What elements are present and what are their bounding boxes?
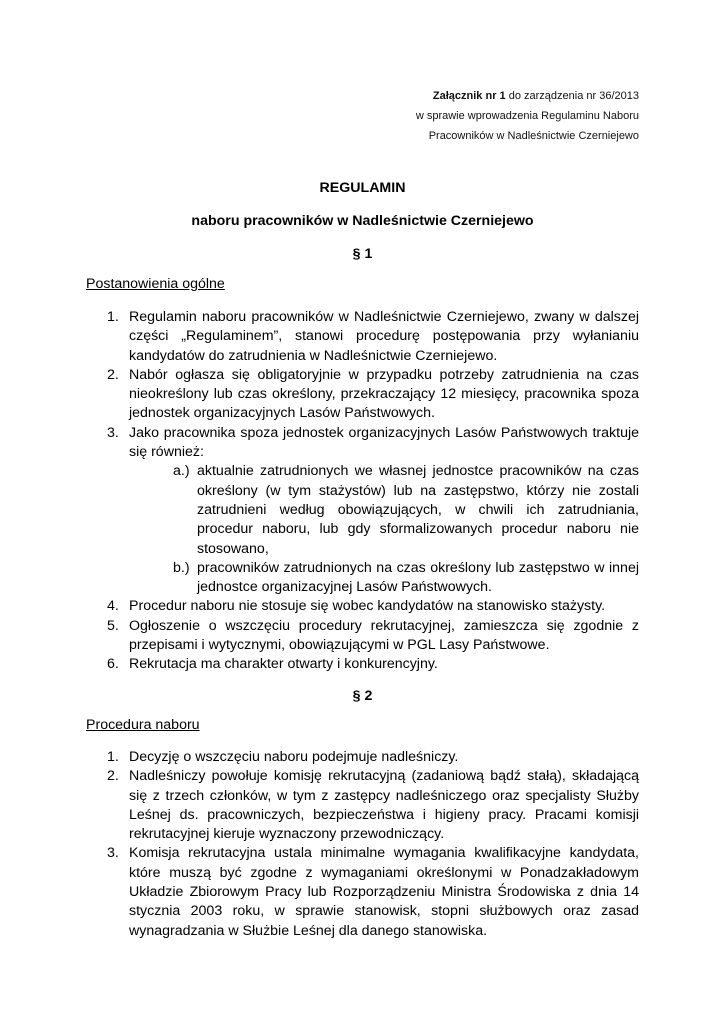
section-1-list <box>86 308 639 675</box>
item-text: Regulamin naboru pracowników w Nadleśnictwie Czerniejewo, zwany w dalszej części „Regulaminem”, stanowi procedurę postępowania przy wyłanianiu kandydatów do zatrudnienia w Nadleśnictwie Czerniejewo. <box>129 309 639 364</box>
item-text: Decyzję o wszczęciu naboru podejmuje nadleśniczy. <box>129 749 459 765</box>
list-item <box>86 424 639 598</box>
annex-order: do zarządzenia nr 36/2013 <box>505 90 639 102</box>
section-2-list <box>86 748 639 941</box>
item-number: 3. <box>107 424 119 441</box>
item-text: Nabór ogłasza się obligatoryjnie w przypadku potrzeby zatrudnienia na czas nieokreślony lub czas określony, przekraczający 12 miesięcy, pracownika spoza jednostek organizacyjnych Lasów Państwowych. <box>129 366 639 422</box>
sub-list-item <box>129 559 639 598</box>
item-number: 1. <box>107 749 119 765</box>
item-number: 2. <box>107 768 119 785</box>
sub-item-text: pracowników zatrudnionych na czas określony lub zastępstwo w innej jednostce organizacyjnej Lasów Państwowych. <box>197 559 639 596</box>
document-subtitle: naboru pracowników w Nadleśnictwie Czerniejewo <box>191 213 534 229</box>
annex-line-3: Pracowników w Nadleśnictwie Czerniejewo <box>428 130 639 142</box>
list-item <box>86 308 639 366</box>
item-number: 2. <box>107 366 119 383</box>
list-item <box>86 366 639 424</box>
annex-line-1 <box>416 86 639 106</box>
section-1-mark: § 1 <box>352 246 373 262</box>
list-item <box>86 597 639 616</box>
list-item <box>86 748 639 767</box>
sub-item-letter: b.) <box>173 559 190 576</box>
section-2-heading: Procedura naboru <box>86 717 200 733</box>
item-text: Nadleśniczy powołuje komisję rekrutacyjną (zadaniową bądź stałą), składającą się z trzech członków, w tym z zastępcy nadleśniczego oraz specjalisty Służby Leśnej ds. pracowniczych, bezpieczeństwa i higieny pracy. Pracami komisji rekrutacyjnej kieruje wyznaczony przewodniczący. <box>129 768 639 843</box>
item-number: 5. <box>107 617 119 634</box>
item-number: 3. <box>107 845 119 862</box>
item-number: 6. <box>107 656 119 673</box>
list-item <box>86 767 639 844</box>
sub-item-text: aktualnie zatrudnionych we własnej jednostce pracowników na czas określony (w tym stażystów) lub na zastępstwo, którzy nie zostali zatrudnieni według obowiązujących, w chwili ich zatrudniania, procedur naboru, lub gdy sformalizowanych procedur naboru nie stosowano, <box>197 463 639 557</box>
annex-header <box>416 86 639 146</box>
item-text: Komisja rekrutacyjna ustala minimalne wymagania kwalifikacyjne kandydata, które muszą być zgodne z wymaganiami określonymi w Ponadzakładowym Układzie Zbiorowym Pracy lub Rozporządzeniu Ministra Środowiska z dnia 14 stycznia 2003 roku, w sprawie stanowisk, stopni służbowych oraz zasad wynagradzania w Służbie Leśnej dla danego stanowiska. <box>129 845 639 939</box>
list-item <box>86 844 639 940</box>
item-text: Jako pracownika spoza jednostek organizacyjnych Lasów Państwowych traktuje się również: <box>129 424 639 461</box>
item-text: Procedur naboru nie stosuje się wobec kandydatów na stanowisko stażysty. <box>129 598 606 615</box>
sub-item-letter: a.) <box>173 463 190 480</box>
document-title: REGULAMIN <box>319 180 406 196</box>
list-item <box>86 617 639 656</box>
section-2-mark: § 2 <box>352 688 373 704</box>
item-number: 4. <box>107 598 119 615</box>
item-text: Rekrutacja ma charakter otwarty i konkurencyjny. <box>129 656 438 673</box>
section-1-heading: Postanowienia ogólne <box>86 276 225 292</box>
annex-line-2: w sprawie wprowadzenia Regulaminu Naboru <box>415 110 639 122</box>
item-text: Ogłoszenie o wszczęciu procedury rekrutacyjnej, zamieszcza się zgodnie z przepisami i wytycznymi, obowiązującymi w PGL Lasy Państwowe. <box>129 617 639 654</box>
list-item <box>86 655 639 674</box>
sub-list-item <box>129 462 639 558</box>
annex-number: Załącznik nr 1 <box>432 90 506 102</box>
sub-list <box>129 462 639 597</box>
item-number: 1. <box>107 309 119 325</box>
